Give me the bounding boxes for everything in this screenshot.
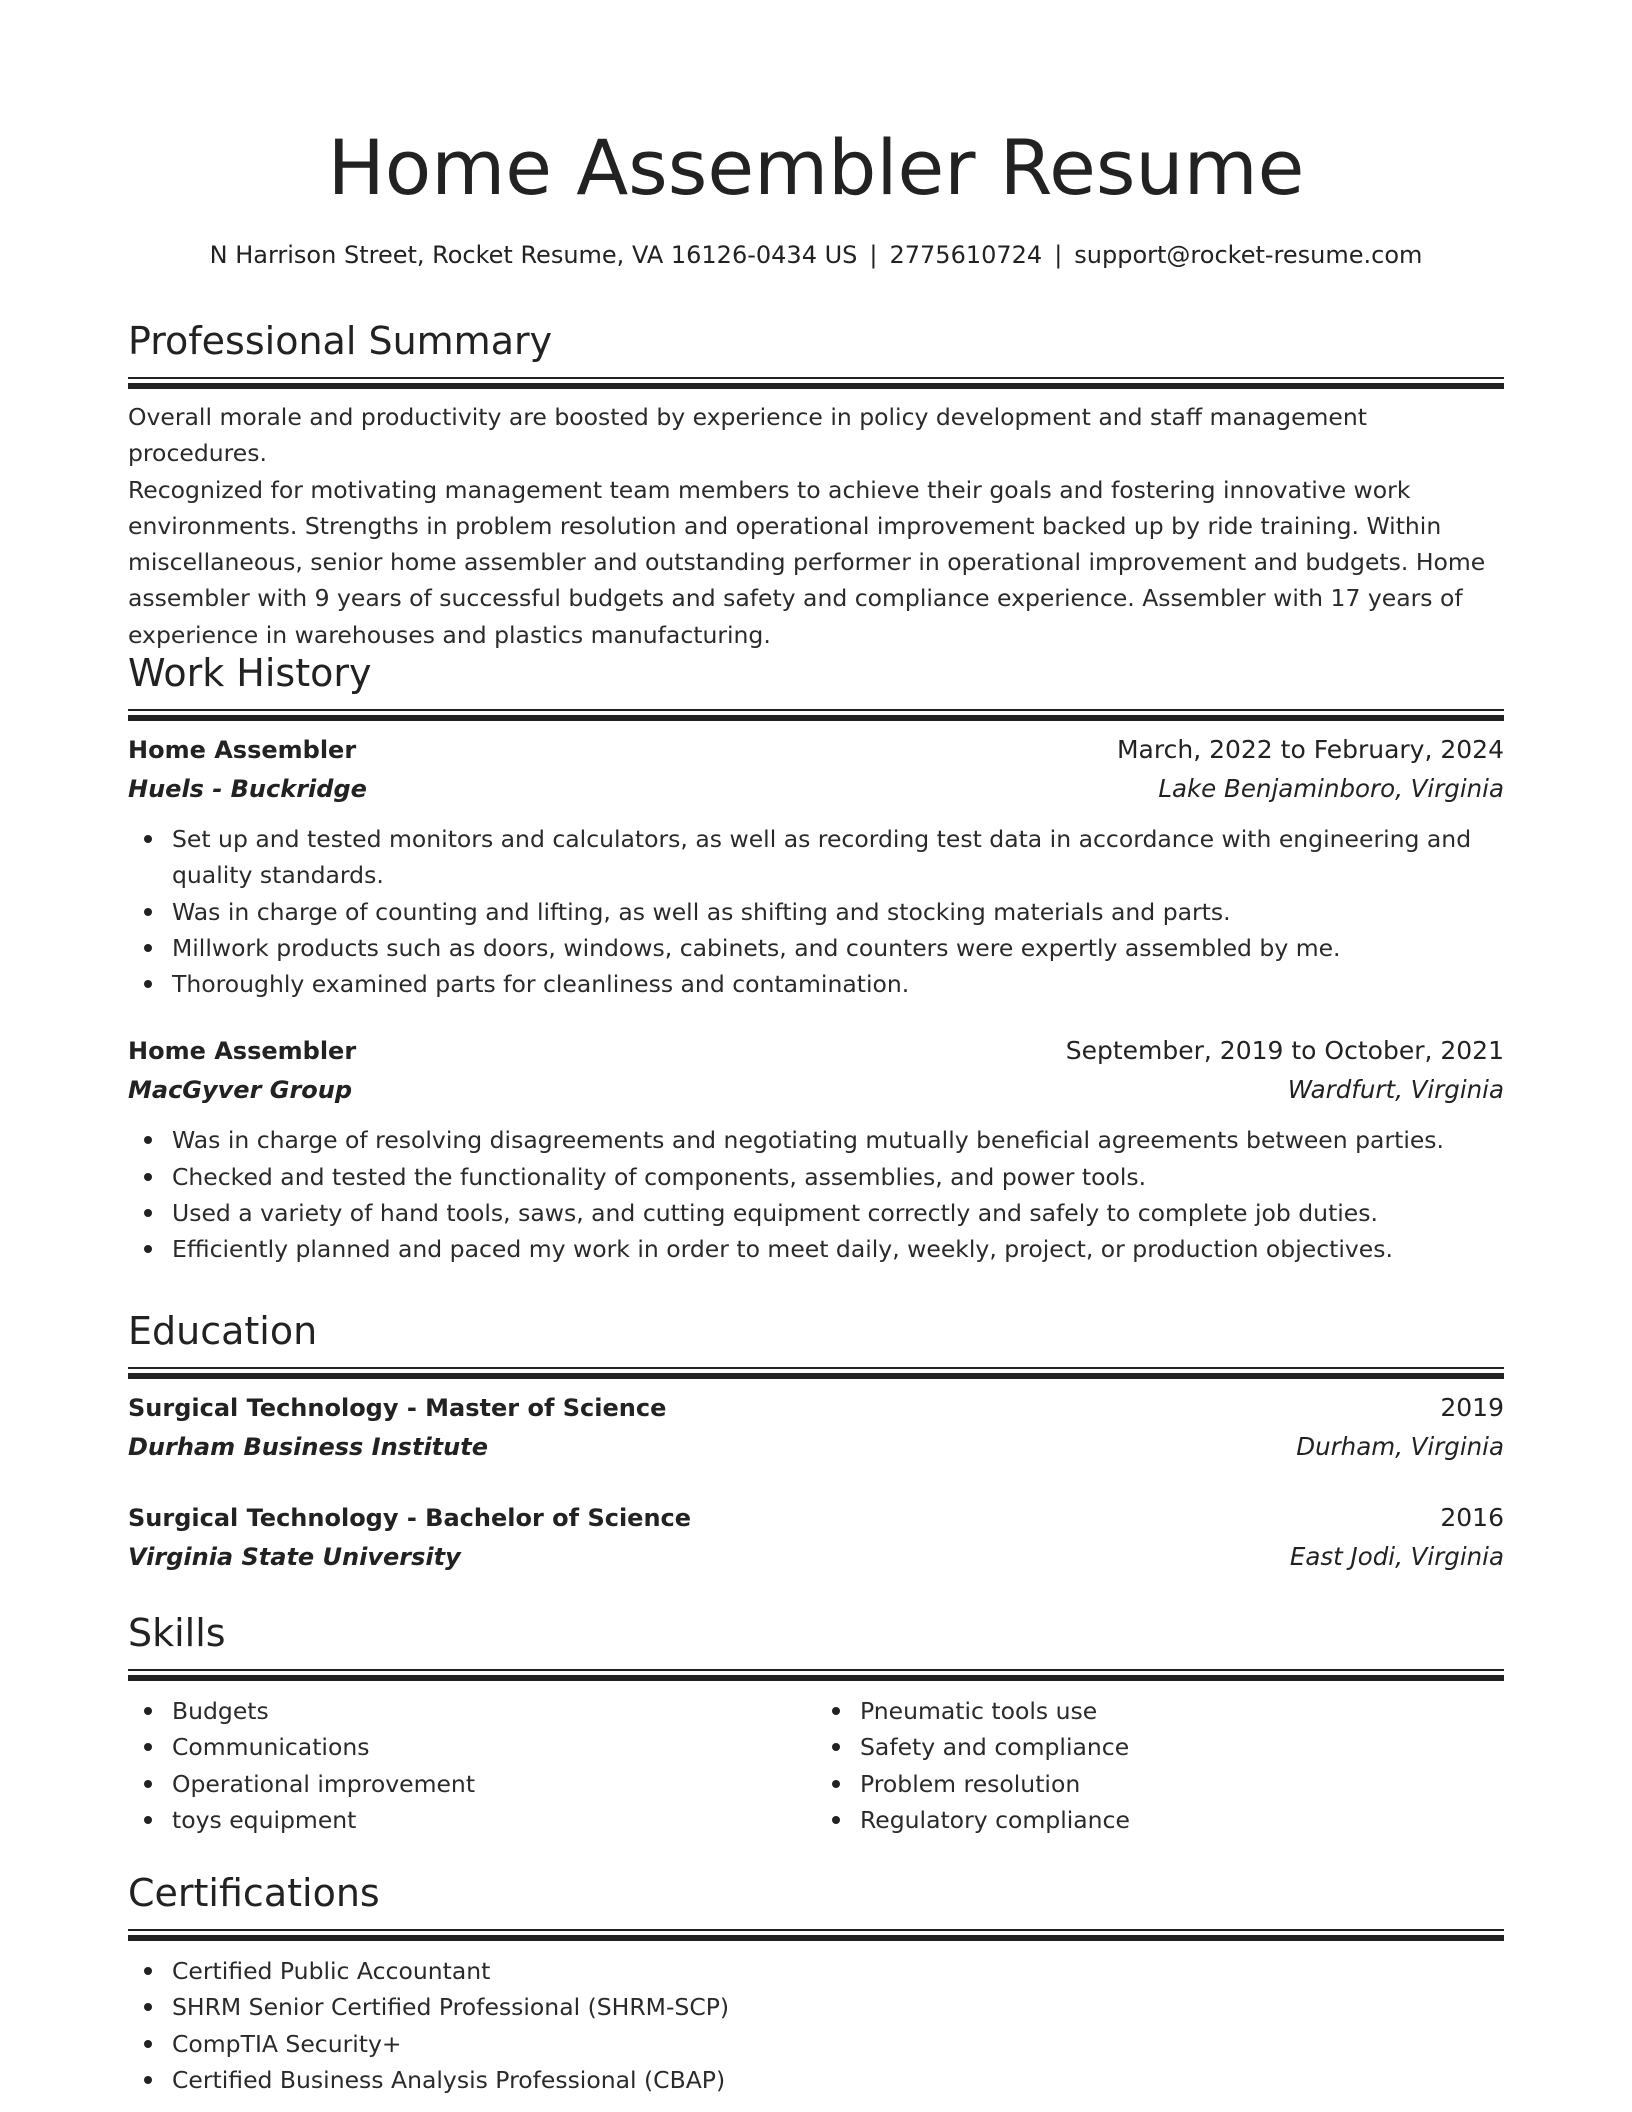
list-item: Pneumatic tools use	[860, 1693, 1504, 1729]
section-divider	[128, 1929, 1504, 1941]
list-item: Problem resolution	[860, 1766, 1504, 1802]
section-heading: Education	[128, 1309, 318, 1353]
list-item: Budgets	[172, 1693, 816, 1729]
contact-separator: |	[1054, 241, 1063, 269]
list-item: Safety and compliance	[860, 1729, 1504, 1765]
job-dates: March, 2022 to February, 2024	[1116, 735, 1504, 764]
list-item: Operational improvement	[172, 1766, 816, 1802]
education-section	[128, 1306, 1504, 1577]
summary-line: assembler with 9 years of successful budgets and safety and compliance experience. Assembler with 17 years of	[128, 584, 1463, 613]
degree-title: Surgical Technology - Bachelor of Science	[128, 1504, 692, 1532]
page-title: Home Assembler Resume	[327, 123, 1305, 212]
certifications-list	[128, 1953, 1504, 2098]
company-name: Huels - Buckridge	[128, 775, 367, 803]
school-location: Durham, Virginia	[1296, 1432, 1504, 1461]
section-heading: Certifications	[128, 1871, 380, 1915]
address-text: N Harrison Street, Rocket Resume, VA 16126-0434 US	[209, 241, 858, 269]
summary-line: Recognized for motivating management team members to achieve their goals and fostering innovative work	[128, 475, 1411, 504]
job-duties	[128, 821, 1504, 1002]
job-title: Home Assembler	[128, 1037, 357, 1066]
school-name: Durham Business Institute	[128, 1433, 488, 1461]
job-location: Lake Benjaminboro, Virginia	[1158, 774, 1504, 803]
job-entry	[128, 731, 1504, 1002]
list-item: Used a variety of hand tools, saws, and cutting equipment correctly and safely to complete job duties.	[172, 1195, 1504, 1231]
work-history-section	[128, 648, 1504, 1268]
graduation-year: 2019	[1440, 1393, 1504, 1422]
section-heading: Professional Summary	[128, 319, 553, 363]
list-item: Certified Public Accountant	[172, 1953, 1504, 1989]
summary-line: miscellaneous, senior home assembler and outstanding performer in operational improvement and budgets. Home	[128, 548, 1486, 577]
degree-title: Surgical Technology - Master of Science	[128, 1394, 667, 1422]
list-item: Communications	[172, 1729, 816, 1765]
company-name: MacGyver Group	[128, 1076, 353, 1105]
list-item: Was in charge of resolving disagreements and negotiating mutually beneficial agreements between parties.	[172, 1122, 1504, 1158]
summary-section	[128, 316, 1504, 653]
section-divider	[128, 709, 1504, 721]
list-item: Regulatory compliance	[860, 1802, 1504, 1838]
list-item: Was in charge of counting and lifting, as well as shifting and stocking materials and parts.	[172, 894, 1504, 930]
list-item: toys equipment	[172, 1802, 816, 1838]
job-entry	[128, 1032, 1504, 1267]
list-item: Millwork products such as doors, windows, cabinets, and counters were expertly assembled by me.	[172, 930, 1504, 966]
contact-line	[80, 238, 1552, 272]
list-item: Certified Business Analysis Professional (CBAP)	[172, 2062, 1504, 2098]
summary-paragraph	[128, 399, 1504, 653]
certifications-section	[128, 1868, 1504, 2098]
skills-list-right	[816, 1693, 1504, 1838]
section-divider	[128, 1669, 1504, 1681]
list-item: Set up and tested monitors and calculators, as well as recording test data in accordance with engineering and quality standards.	[172, 821, 1504, 894]
skills-list-left	[128, 1693, 816, 1838]
education-entry	[128, 1389, 1504, 1467]
list-item: SHRM Senior Certified Professional (SHRM-SCP)	[172, 1989, 1504, 2025]
section-heading: Work History	[128, 651, 372, 695]
section-heading: Skills	[128, 1611, 226, 1655]
phone-text: 2775610724	[889, 241, 1043, 269]
section-divider	[128, 1367, 1504, 1379]
job-location: Wardfurt, Virginia	[1287, 1075, 1504, 1105]
summary-line: Overall morale and productivity are boosted by experience in policy development and staff management procedures.	[128, 403, 1367, 468]
job-duties	[128, 1122, 1504, 1267]
skills-section	[128, 1608, 1504, 1838]
email-text: support@rocket-resume.com	[1074, 241, 1423, 269]
school-name: Virginia State University	[128, 1543, 461, 1571]
graduation-year: 2016	[1440, 1503, 1504, 1532]
section-divider	[128, 377, 1504, 389]
list-item: Thoroughly examined parts for cleanliness and contamination.	[172, 966, 1504, 1002]
summary-line: environments. Strengths in problem resolution and operational improvement backed up by ride training. Within	[128, 511, 1442, 540]
skills-columns	[128, 1693, 1504, 1838]
school-location: East Jodi, Virginia	[1289, 1542, 1504, 1571]
job-dates: September, 2019 to October, 2021	[1065, 1036, 1504, 1066]
education-entry	[128, 1499, 1504, 1577]
list-item: Efficiently planned and paced my work in order to meet daily, weekly, project, or production objectives.	[172, 1231, 1504, 1267]
contact-separator: |	[869, 241, 878, 269]
list-item: CompTIA Security+	[172, 2026, 1504, 2062]
job-title: Home Assembler	[128, 736, 357, 764]
summary-line: experience in warehouses and plastics manufacturing.	[128, 620, 771, 649]
list-item: Checked and tested the functionality of components, assemblies, and power tools.	[172, 1159, 1504, 1195]
